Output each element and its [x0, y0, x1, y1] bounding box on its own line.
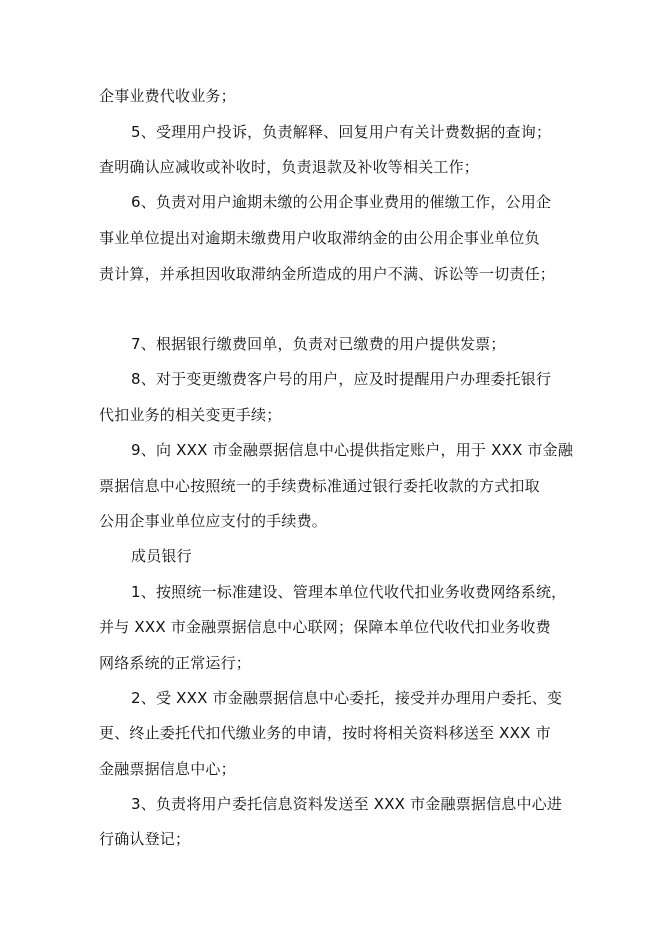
paragraph-line: 并与 XXX 市金融票据信息中心联网；保障本单位代收代扣业务收费	[99, 618, 551, 636]
paragraph-line: 8、对于变更缴费客户号的用户，应及时提醒用户办理委托银行	[131, 370, 552, 388]
paragraph-line: 5、受理用户投诉，负责解释、回复用户有关计费数据的查询；	[131, 123, 552, 141]
paragraph-line: 查明确认应减收或补收时，负责退款及补收等相关工作；	[99, 158, 480, 176]
paragraph-line: 代扣业务的相关变更手续；	[99, 406, 282, 424]
paragraph-line: 更、终止委托代扣代缴业务的申请，按时将相关资料移送至 XXX 市	[99, 724, 551, 742]
paragraph-line: 责计算，并承担因收取滞纳金所造成的用户不满、诉讼等一切责任；	[99, 265, 556, 283]
paragraph-line: 网络系统的正常运行；	[99, 654, 252, 672]
section-heading: 成员银行	[131, 547, 192, 565]
paragraph-line: 3、负责将用户委托信息资料发送至 XXX 市金融票据信息中心进	[131, 795, 563, 813]
paragraph-line: 9、向 XXX 市金融票据信息中心提供指定账户，用于 XXX 市金融	[131, 441, 574, 459]
paragraph-line: 票据信息中心按照统一的手续费标准通过银行委托收款的方式扣取	[99, 477, 540, 495]
paragraph-line: 公用企事业单位应支付的手续费。	[99, 512, 328, 530]
paragraph-line: 6、负责对用户逾期未缴的公用企事业费用的催缴工作，公用企	[131, 193, 552, 211]
paragraph-line: 企事业费代收业务；	[99, 87, 236, 105]
paragraph-line: 行确认登记；	[99, 830, 191, 848]
paragraph-line: 7、根据银行缴费回单，负责对已缴费的用户提供发票；	[131, 335, 506, 353]
paragraph-line: 2、受 XXX 市金融票据信息中心委托，接受并办理用户委托、变	[131, 689, 563, 707]
paragraph-line: 金融票据信息中心；	[99, 760, 236, 778]
paragraph-line: 事业单位提出对逾期未缴费用户收取滞纳金的由公用企事业单位负	[99, 229, 540, 247]
paragraph-line: 1、按照统一标准建设、管理本单位代收代扣业务收费网络系统，	[131, 583, 567, 601]
